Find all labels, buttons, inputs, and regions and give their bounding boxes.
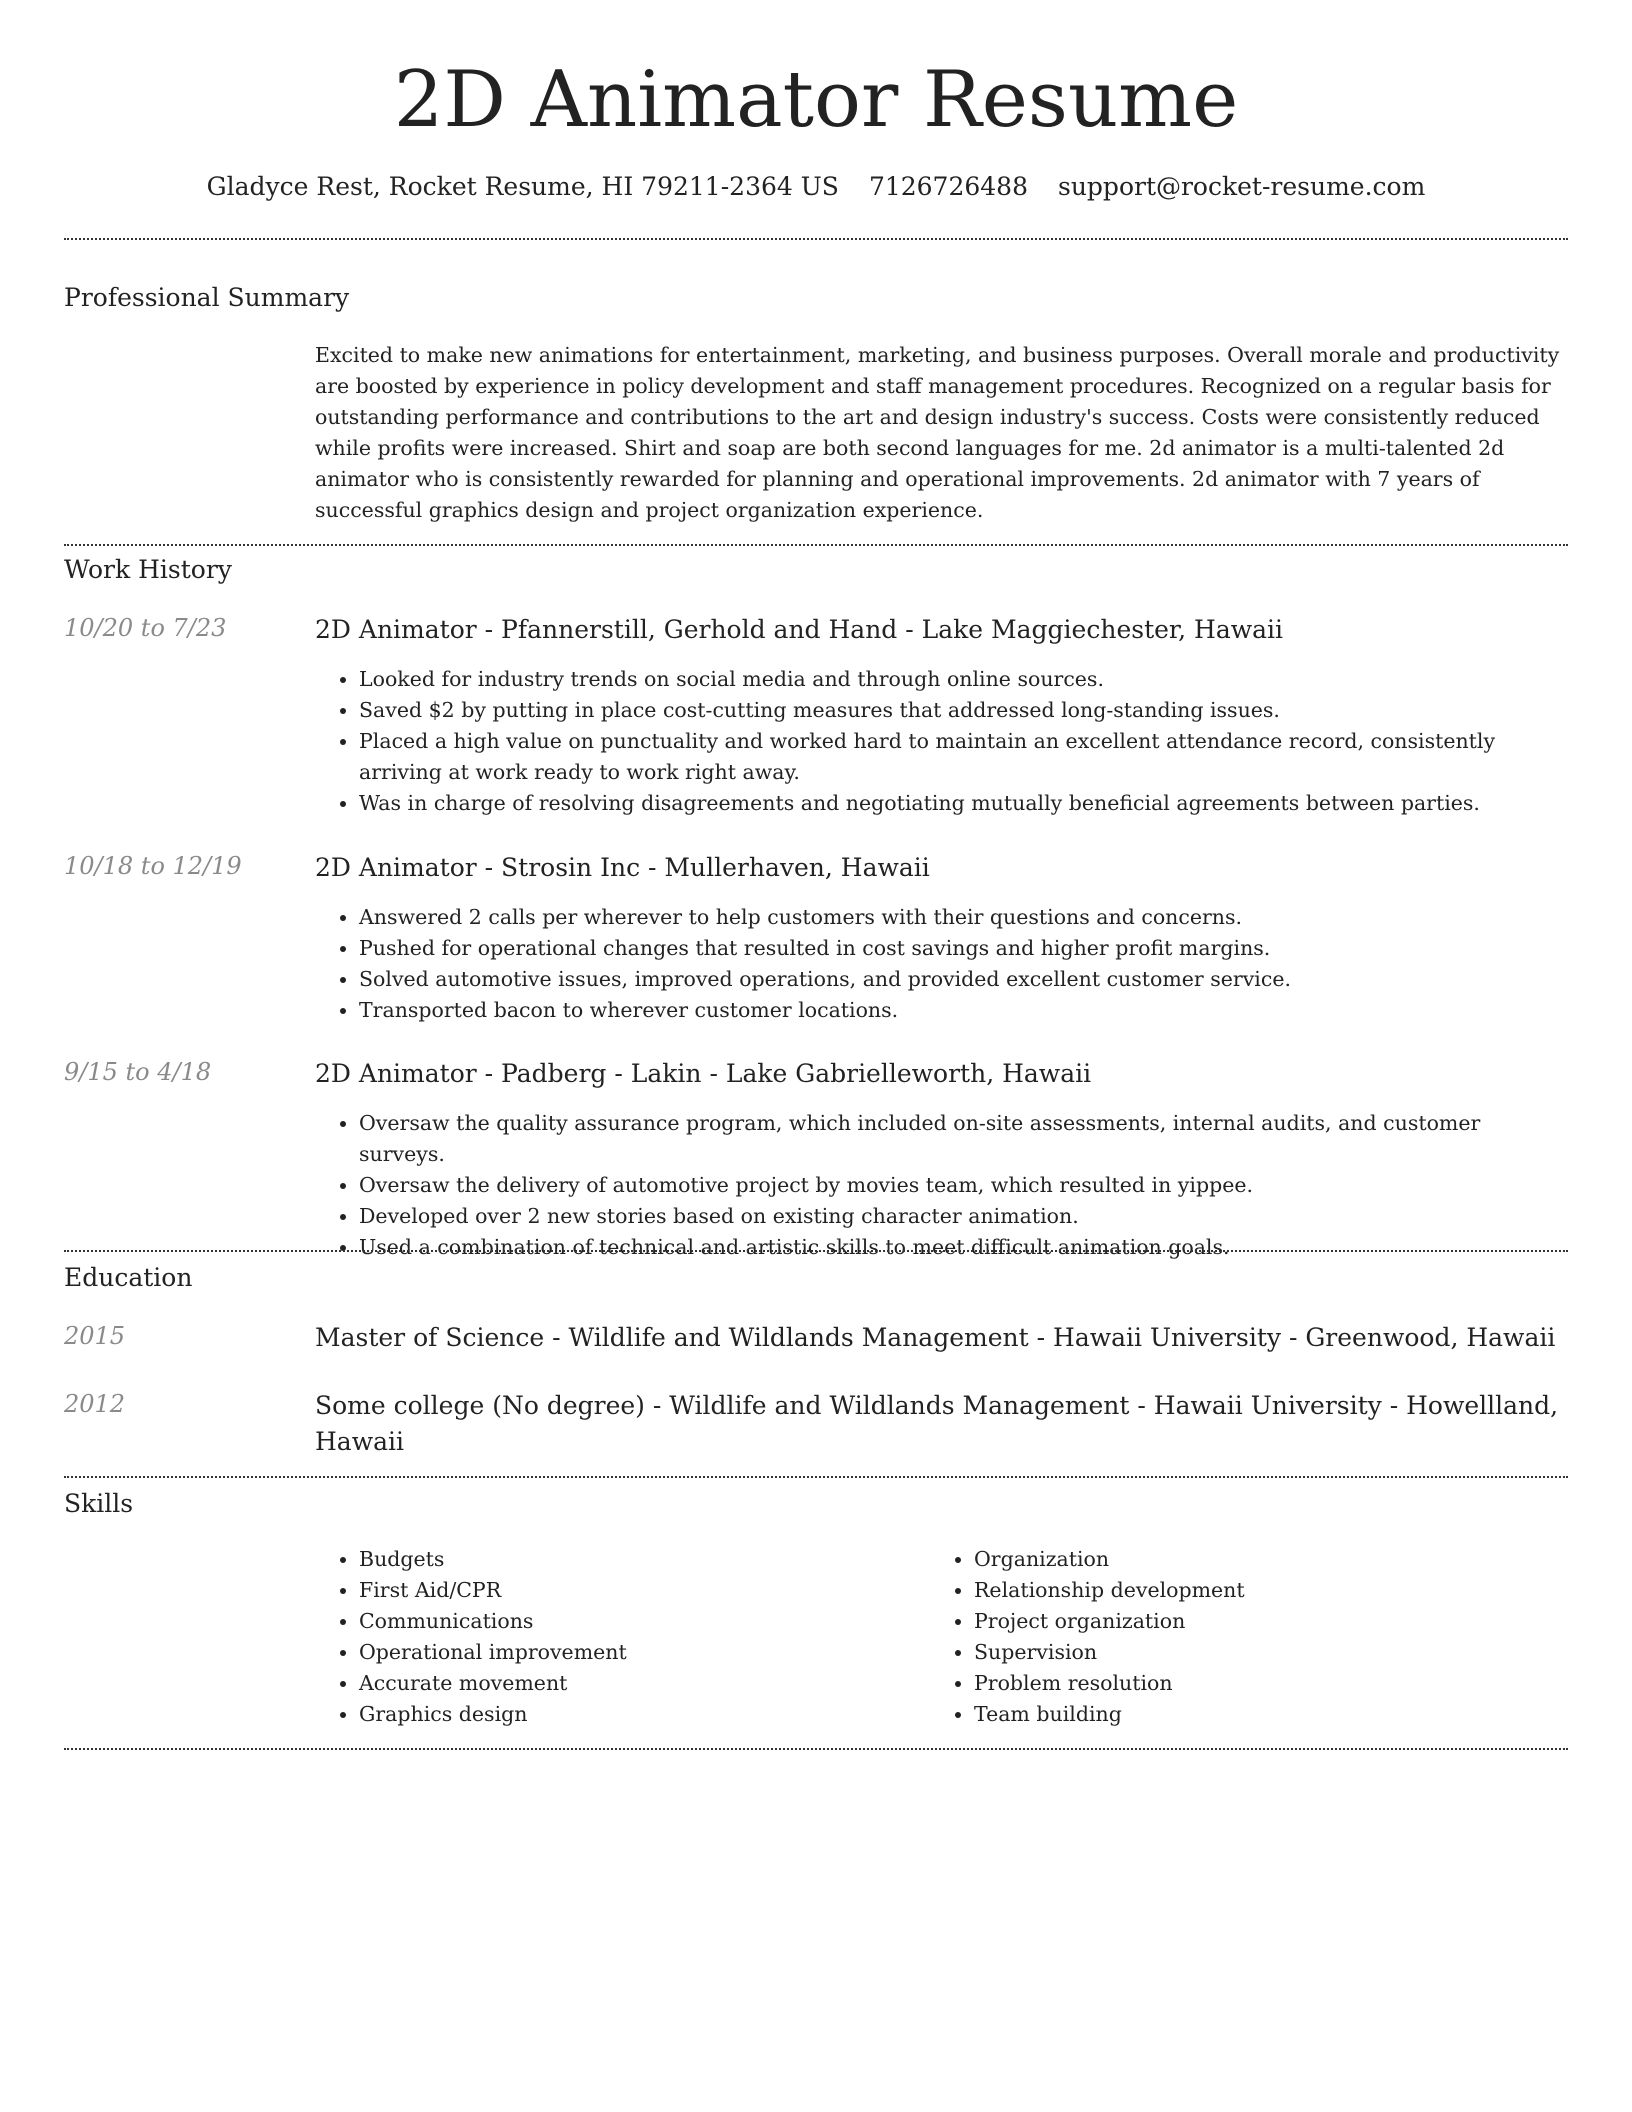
skill-item: • Budgets — [359, 1544, 915, 1575]
education-year: 2012 — [64, 1390, 126, 1418]
job-dates: 9/15 to 4/18 — [64, 1058, 212, 1086]
job-bullets — [315, 664, 1568, 819]
job-bullet: • Was in charge of resolving disagreements and negotiating mutually beneficial agreements between parties. — [359, 788, 1568, 819]
education-degree: Some college (No degree) - Wildlife and Wildlands Management — [315, 1391, 1130, 1420]
education-section-title: Education — [64, 1263, 193, 1292]
education-heading — [315, 1388, 1568, 1460]
education-school: - Hawaii University - Howellland, Hawaii — [315, 1391, 1559, 1456]
divider — [64, 1476, 1568, 1478]
skills-list-right — [930, 1544, 1568, 1730]
job-bullet: • Placed a high value on punctuality and worked hard to maintain an excellent attendance record, consistently arriving at work ready to work right away. — [359, 726, 1568, 788]
job-dates: 10/18 to 12/19 — [64, 852, 242, 880]
education-year: 2015 — [64, 1322, 126, 1350]
summary-text: Excited to make new animations for entertainment, marketing, and business purposes. Overall morale and productivity are boosted by experience in policy development and staff management procedures. Recognized on a regular basis for outstanding performance and contributions to the art and design industry's success. Costs were consistently reduced while profits were increased. Shirt and soap are both second languages for me. 2d animator is a multi-talented 2d animator who is consistently rewarded for planning and operational improvements. 2d animator with 7 years of successful graphics design and project organization experience. — [315, 343, 1560, 522]
skill-item: • Organization — [974, 1544, 1568, 1575]
skill-item: • First Aid/CPR — [359, 1575, 915, 1606]
job-bullet: • Answered 2 calls per wherever to help customers with their questions and concerns. — [359, 902, 1568, 933]
skill-item: • Communications — [359, 1606, 915, 1637]
skill-item: • Project organization — [974, 1606, 1568, 1637]
job-bullet: • Oversaw the quality assurance program, which included on-site assessments, internal audits, and customer surveys. — [359, 1108, 1568, 1170]
contact-email: support@rocket-resume.com — [1058, 172, 1426, 201]
skill-item: • Operational improvement — [359, 1637, 915, 1668]
job-bullet: • Solved automotive issues, improved operations, and provided excellent customer service. — [359, 964, 1568, 995]
skill-item: • Graphics design — [359, 1699, 915, 1730]
education-degree: Master of Science - Wildlife and Wildlands Management — [315, 1323, 1029, 1352]
skill-item: • Supervision — [974, 1637, 1568, 1668]
divider — [64, 544, 1568, 546]
job-dates: 10/20 to 7/23 — [64, 614, 227, 642]
job-bullets — [315, 902, 1568, 1026]
job-heading: 2D Animator - Strosin Inc - Mullerhaven, Hawaii — [315, 853, 930, 882]
divider — [64, 1250, 1568, 1252]
skills-section-title: Skills — [64, 1489, 134, 1518]
work-section-title: Work History — [64, 555, 232, 584]
divider — [64, 1748, 1568, 1750]
summary-section-title: Professional Summary — [64, 283, 350, 312]
education-school: - Hawaii University - Greenwood, Hawaii — [1028, 1323, 1556, 1352]
job-bullet: • Developed over 2 new stories based on existing character animation. — [359, 1201, 1568, 1232]
skill-item: • Problem resolution — [974, 1668, 1568, 1699]
education-heading — [315, 1320, 1568, 1356]
job-bullets — [315, 1108, 1568, 1263]
divider — [64, 238, 1568, 240]
job-bullet: • Looked for industry trends on social media and through online sources. — [359, 664, 1568, 695]
skill-item: • Team building — [974, 1699, 1568, 1730]
resume-title: 2D Animator Resume — [393, 55, 1239, 145]
skill-item: • Accurate movement — [359, 1668, 915, 1699]
job-heading: 2D Animator - Padberg - Lakin - Lake Gabrielleworth, Hawaii — [315, 1059, 1092, 1088]
job-bullet: • Used a combination of technical and artistic skills to meet difficult animation goals. — [359, 1232, 1568, 1263]
job-bullet: • Pushed for operational changes that resulted in cost savings and higher profit margins. — [359, 933, 1568, 964]
job-bullet: • Saved $2 by putting in place cost-cutting measures that addressed long-standing issues. — [359, 695, 1568, 726]
job-bullet: • Transported bacon to wherever customer locations. — [359, 995, 1568, 1026]
skills-list-left — [315, 1544, 915, 1730]
contact-address: Gladyce Rest, Rocket Resume, HI 79211-2364 US — [206, 172, 839, 201]
contact-phone: 7126726488 — [868, 172, 1028, 201]
job-bullet: • Oversaw the delivery of automotive project by movies team, which resulted in yippee. — [359, 1170, 1568, 1201]
contact-line — [64, 170, 1568, 204]
skill-item: • Relationship development — [974, 1575, 1568, 1606]
job-heading: 2D Animator - Pfannerstill, Gerhold and Hand - Lake Maggiechester, Hawaii — [315, 615, 1284, 644]
